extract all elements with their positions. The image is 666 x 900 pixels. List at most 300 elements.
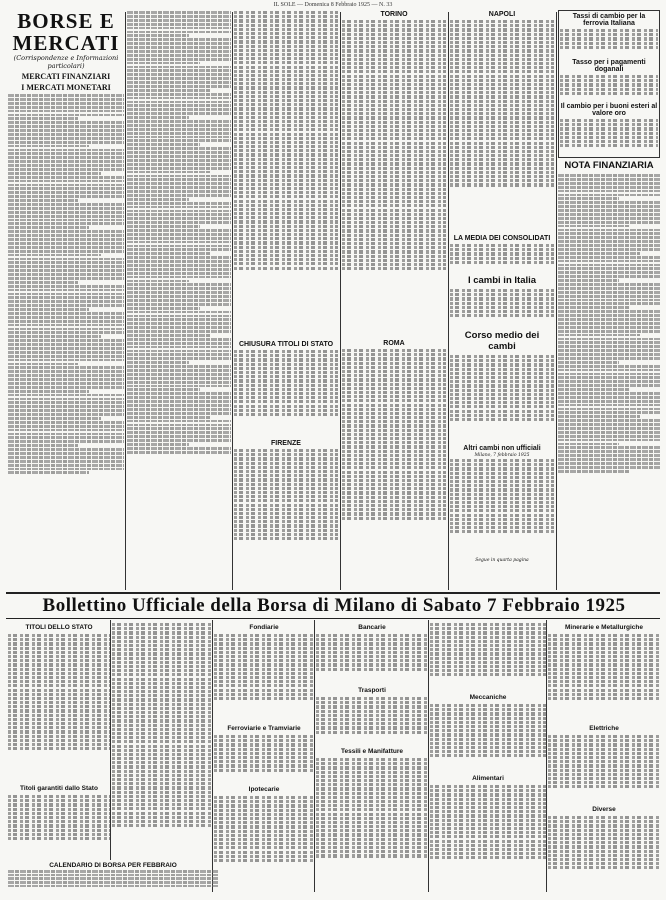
- fine-print-line: [112, 631, 212, 634]
- fine-print-line: [8, 689, 110, 692]
- fine-print-line: [127, 369, 231, 372]
- fine-print-line: [234, 145, 338, 148]
- fine-print-line: [127, 427, 231, 430]
- fine-print-line: [112, 665, 212, 668]
- fine-print-line: [234, 246, 338, 249]
- fine-print-line: [8, 374, 124, 377]
- fine-print-line: [8, 106, 124, 109]
- fine-print-line: [430, 636, 546, 639]
- fine-print-line: [342, 70, 446, 73]
- fine-print-line: [234, 133, 338, 136]
- fine-print-line: [112, 698, 212, 701]
- fine-print-line: [342, 150, 446, 153]
- fine-print-line: [127, 342, 231, 345]
- fine-print-line: [558, 349, 660, 352]
- fine-print-line: [8, 684, 110, 687]
- fine-print-line: [342, 242, 446, 245]
- fine-print-line: [214, 743, 314, 746]
- fine-print-line: [8, 676, 110, 679]
- fine-print-line: [234, 19, 338, 22]
- fine-print-line: [450, 100, 554, 103]
- fine-print-line: [234, 396, 338, 399]
- fine-print-line: [234, 529, 338, 532]
- fine-print-line: [430, 798, 546, 801]
- fine-print-line: [8, 820, 110, 823]
- fine-print-line: [450, 501, 554, 504]
- fine-print-line: [127, 120, 231, 123]
- fine-print-line: [8, 94, 124, 97]
- fine-print-line: [214, 651, 314, 654]
- fine-print-line: [8, 351, 124, 354]
- fine-print-line: [234, 237, 338, 240]
- fine-print-line: [8, 405, 124, 408]
- fine-print-line: [8, 195, 124, 198]
- fine-print-line: [234, 379, 338, 382]
- fine-print-line: [112, 690, 212, 693]
- fine-print-line: [234, 128, 338, 131]
- fine-print-line: [8, 735, 110, 738]
- fine-print-line: [127, 62, 200, 65]
- fine-print-line: [450, 289, 554, 292]
- fine-print-line: [8, 308, 89, 311]
- fine-print-line: [234, 191, 338, 194]
- fine-print-line: [214, 638, 314, 641]
- fine-print-line: [450, 261, 554, 264]
- fine-print-line: [8, 433, 124, 436]
- fine-print-line: [8, 98, 124, 101]
- fine-print-line: [450, 530, 554, 533]
- fine-print-line: [127, 412, 231, 415]
- fine-print-line: [342, 234, 446, 237]
- fine-print-line: [234, 520, 338, 523]
- fine-print-line: [8, 215, 124, 218]
- fine-print-line: [342, 112, 446, 115]
- fine-print-line: [234, 504, 338, 507]
- fine-print-line: [8, 425, 124, 428]
- fine-print-line: [342, 429, 446, 432]
- fine-print-line: [234, 166, 338, 169]
- fine-print-line: [8, 203, 124, 206]
- fine-print-line: [8, 638, 110, 641]
- fine-print-line: [214, 817, 314, 820]
- fine-print-line: [127, 143, 200, 146]
- fine-print-line: [342, 496, 446, 499]
- fine-print-line: [127, 322, 231, 325]
- fine-print-line: [127, 451, 231, 454]
- fine-print-line: [8, 137, 124, 140]
- fine-print-line: [8, 172, 101, 175]
- listing-rows-a: [234, 10, 338, 340]
- fine-print-line: [558, 264, 660, 267]
- fine-print-line: [234, 474, 338, 477]
- fine-print-line: [558, 197, 619, 200]
- fine-print-line: [430, 717, 546, 720]
- fine-print-line: [234, 358, 338, 361]
- fine-print-line: [8, 808, 110, 811]
- fine-print-line: [214, 769, 314, 772]
- fine-print-line: [558, 279, 619, 282]
- fine-print-line: [127, 108, 231, 111]
- fine-print-line: [558, 388, 629, 391]
- fine-print-line: [558, 450, 660, 453]
- fine-print-line: [450, 162, 554, 165]
- fine-print-line: [316, 701, 428, 704]
- fine-print-line: [8, 234, 124, 237]
- fine-print-line: [548, 769, 660, 772]
- fine-print-line: [214, 735, 314, 738]
- fine-print-line: [234, 478, 338, 481]
- fine-print-line: [234, 187, 338, 190]
- fine-print-line: [234, 32, 338, 35]
- fine-print-line: [234, 367, 338, 370]
- fine-print-line: [214, 838, 314, 841]
- fine-print-line: [8, 265, 124, 268]
- fine-print-line: [450, 66, 554, 69]
- fine-print-line: [234, 45, 338, 48]
- fine-print-line: [8, 672, 110, 675]
- fine-print-line: [316, 829, 428, 832]
- fine-print-line: [127, 233, 231, 236]
- fine-print-line: [8, 199, 78, 202]
- fine-print-line: [112, 648, 212, 651]
- fine-print-line: [342, 246, 446, 249]
- fine-print-line: [316, 817, 428, 820]
- fine-print-line: [450, 467, 554, 470]
- fine-print-line: [127, 50, 231, 53]
- fine-print-line: [450, 150, 554, 153]
- fine-print-line: [316, 638, 428, 641]
- fine-print-line: [8, 145, 89, 148]
- fine-print-line: [8, 289, 124, 292]
- fine-print-line: [127, 385, 231, 388]
- fine-print-line: [450, 133, 554, 136]
- fine-print-line: [430, 733, 546, 736]
- fine-print-line: [8, 803, 110, 806]
- fine-print-line: [558, 236, 660, 239]
- fine-print-line: [8, 238, 124, 241]
- column-rule: [314, 620, 315, 892]
- fine-print-line: [430, 848, 546, 851]
- fine-print-line: [342, 458, 446, 461]
- fine-print-line: [430, 640, 546, 643]
- fine-print-line: [8, 705, 110, 708]
- torino-title: TORINO: [380, 11, 408, 18]
- fine-print-line: [8, 312, 124, 315]
- fine-print-line: [316, 710, 428, 713]
- bulletin-rows-4: [316, 633, 428, 685]
- fine-print-line: [316, 634, 428, 637]
- fine-print-line: [548, 841, 660, 844]
- fine-print-line: [127, 202, 231, 205]
- fine-print-line: [112, 694, 212, 697]
- fine-print-line: [214, 693, 314, 696]
- fine-print-line: [558, 221, 660, 224]
- fine-print-line: [8, 659, 110, 662]
- fine-print-line: [558, 287, 660, 290]
- fine-print-line: [450, 401, 554, 404]
- fine-print-line: [112, 753, 212, 756]
- fine-print-line: [342, 349, 446, 352]
- fine-print-line: [234, 470, 338, 473]
- fine-print-line: [8, 409, 124, 412]
- fine-print-line: [8, 258, 124, 261]
- fine-print-line: [548, 684, 660, 687]
- fine-print-line: [450, 167, 554, 170]
- fine-print-line: [8, 390, 89, 393]
- fine-print-line: [316, 758, 428, 761]
- fine-print-line: [450, 158, 554, 161]
- section-mercati-monetari: I MERCATI MONETARI: [21, 83, 111, 92]
- ipotecarie-title: Ipotecarie: [248, 786, 280, 793]
- fine-print-line: [127, 167, 231, 170]
- fine-print-line: [112, 761, 212, 764]
- fine-print-line: [558, 443, 619, 446]
- fine-print-line: [127, 85, 231, 88]
- fine-print-line: [127, 260, 231, 263]
- fine-print-line: [316, 731, 428, 734]
- fine-print-line: [234, 61, 338, 64]
- fine-print-line: [214, 760, 314, 763]
- fine-print-line: [8, 881, 218, 884]
- fine-print-line: [8, 413, 124, 416]
- fine-print-line: [450, 95, 554, 98]
- fine-print-line: [8, 370, 124, 373]
- bulletin-col-6: [548, 622, 660, 892]
- fine-print-line: [548, 638, 660, 641]
- fine-print-line: [450, 293, 554, 296]
- fine-print-line: [127, 112, 231, 115]
- fine-print-line: [8, 191, 124, 194]
- fine-print-line: [548, 663, 660, 666]
- fine-print-line: [558, 322, 660, 325]
- fine-print-line: [234, 107, 338, 110]
- fine-print-line: [8, 464, 124, 467]
- fine-print-line: [234, 483, 338, 486]
- fine-print-line: [127, 206, 231, 209]
- fine-print-line: [127, 318, 231, 321]
- fine-print-line: [234, 533, 338, 536]
- fine-print-line: [558, 240, 660, 243]
- fine-print-line: [214, 825, 314, 828]
- fine-print-line: [430, 652, 546, 655]
- bulletin-rows-3c: [214, 795, 314, 885]
- fine-print-line: [112, 719, 212, 722]
- fine-print-line: [8, 117, 78, 120]
- fine-print-line: [548, 634, 660, 637]
- fine-print-line: [8, 160, 124, 163]
- fine-print-line: [214, 739, 314, 742]
- fine-print-line: [342, 24, 446, 27]
- fine-print-line: [214, 809, 314, 812]
- fine-print-line: [450, 91, 554, 94]
- fine-print-line: [112, 799, 212, 802]
- bulletin-rows-5: [430, 622, 546, 692]
- fine-print-line: [8, 149, 124, 152]
- fine-print-line: [234, 116, 338, 119]
- fine-print-line: [234, 70, 338, 73]
- fine-print-line: [450, 418, 554, 421]
- fine-print-line: [127, 338, 231, 341]
- tassi-pag-rows: [560, 74, 658, 102]
- fine-print-line: [548, 735, 660, 738]
- fine-print-line: [234, 158, 338, 161]
- fine-print-line: [234, 174, 338, 177]
- fine-print-line: [342, 487, 446, 490]
- fine-print-line: [8, 141, 124, 144]
- fine-print-line: [8, 680, 110, 683]
- listing-rows-a3: [234, 448, 338, 568]
- fine-print-line: [8, 269, 124, 272]
- fine-print-line: [342, 259, 446, 262]
- fine-print-line: [342, 104, 446, 107]
- fine-print-line: [127, 89, 210, 92]
- fine-print-line: [127, 447, 231, 450]
- fine-print-line: [8, 429, 124, 432]
- fine-print-line: [8, 226, 89, 229]
- fine-print-line: [548, 743, 660, 746]
- fine-print-line: [548, 785, 660, 788]
- listing-rows-a2: [234, 349, 338, 439]
- fine-print-line: [8, 456, 124, 459]
- fine-print-line: [450, 175, 554, 178]
- fine-print-line: [8, 355, 124, 358]
- fine-print-line: [127, 268, 231, 271]
- fine-print-line: [560, 136, 658, 139]
- fine-print-line: [127, 377, 231, 380]
- fine-print-line: [558, 365, 660, 368]
- fine-print-line: [342, 454, 446, 457]
- fine-print-line: [8, 837, 110, 840]
- fine-print-line: [450, 363, 554, 366]
- fine-print-line: [430, 785, 546, 788]
- fine-print-line: [342, 263, 446, 266]
- fine-print-line: [8, 877, 218, 880]
- fine-print-line: [214, 834, 314, 837]
- fine-print-line: [127, 66, 231, 69]
- fine-print-line: [8, 121, 124, 124]
- fine-print-line: [430, 852, 546, 855]
- fine-print-line: [127, 416, 210, 419]
- fine-print-line: [112, 652, 212, 655]
- fine-print-line: [558, 396, 660, 399]
- fine-print-line: [8, 293, 124, 296]
- fine-print-line: [8, 693, 110, 696]
- fine-print-line: [127, 34, 189, 37]
- fine-print-line: [127, 182, 231, 185]
- fine-print-line: [450, 41, 554, 44]
- fine-print-line: [234, 409, 338, 412]
- fine-print-line: [558, 345, 660, 348]
- fine-print-line: [127, 11, 231, 14]
- fine-print-line: [112, 736, 212, 739]
- fine-print-line: [342, 137, 446, 140]
- fine-print-line: [450, 476, 554, 479]
- altri-cambi-date: Milano, 7 febbraio 1925: [474, 453, 530, 458]
- fine-print-line: [548, 858, 660, 861]
- fine-print-line: [450, 384, 554, 387]
- fine-print-line: [342, 483, 446, 486]
- fine-print-line: [234, 453, 338, 456]
- fine-print-line: [342, 183, 446, 186]
- fine-print-line: [8, 668, 110, 671]
- fine-print-line: [8, 343, 124, 346]
- fine-print-line: [342, 416, 446, 419]
- fine-print-line: [234, 153, 338, 156]
- fine-print-line: [112, 757, 212, 760]
- fine-print-line: [560, 140, 658, 143]
- fine-print-line: [342, 357, 446, 360]
- fine-print-line: [450, 497, 554, 500]
- fine-print-line: [558, 190, 660, 193]
- fine-print-line: [316, 808, 428, 811]
- fine-print-line: [450, 472, 554, 475]
- fine-print-line: [127, 350, 231, 353]
- fine-print-line: [112, 745, 212, 748]
- fine-print-line: [450, 142, 554, 145]
- fine-print-line: [234, 354, 338, 357]
- fine-print-line: [560, 132, 658, 135]
- fine-print-line: [112, 782, 212, 785]
- fine-print-line: [234, 388, 338, 391]
- fine-print-line: [342, 188, 446, 191]
- fine-print-line: [214, 684, 314, 687]
- fine-print-line: [127, 42, 231, 45]
- fine-print-line: [450, 244, 554, 247]
- fine-print-line: [342, 95, 446, 98]
- fine-print-line: [548, 651, 660, 654]
- fine-print-line: [430, 793, 546, 796]
- fine-print-line: [548, 760, 660, 763]
- fine-print-line: [234, 200, 338, 203]
- fine-print-line: [342, 445, 446, 448]
- fine-print-line: [8, 382, 124, 385]
- cambi-italia-title: I cambi in Italia: [467, 275, 537, 286]
- fine-print-line: [234, 15, 338, 18]
- fine-print-line: [558, 314, 660, 317]
- fine-print-line: [127, 116, 189, 119]
- fine-print-line: [8, 164, 124, 167]
- fine-print-line: [214, 676, 314, 679]
- fine-print-line: [560, 42, 658, 45]
- fine-print-line: [214, 634, 314, 637]
- fine-print-line: [560, 37, 658, 40]
- fine-print-line: [8, 273, 124, 276]
- fine-print-line: [127, 155, 231, 158]
- fine-print-line: [8, 281, 78, 284]
- fine-print-line: [450, 183, 554, 186]
- fine-print-line: [342, 54, 446, 57]
- bulletin-rows-6: [548, 633, 660, 723]
- fine-print-line: [112, 803, 212, 806]
- fine-print-line: [548, 748, 660, 751]
- fine-print-line: [450, 518, 554, 521]
- fine-print-line: [127, 38, 231, 41]
- fine-print-line: [558, 334, 640, 337]
- fine-print-line: [342, 420, 446, 423]
- fine-print-line: [450, 488, 554, 491]
- fine-print-line: [214, 659, 314, 662]
- fine-print-line: [450, 376, 554, 379]
- fine-print-line: [548, 739, 660, 742]
- listing-column-b: [342, 10, 446, 588]
- bulletin-rows-3b: [214, 734, 314, 784]
- fine-print-line: [548, 845, 660, 848]
- fine-print-line: [127, 31, 231, 34]
- fine-print-line: [342, 433, 446, 436]
- fine-print-line: [450, 171, 554, 174]
- fine-print-line: [558, 306, 629, 309]
- fine-print-line: [342, 366, 446, 369]
